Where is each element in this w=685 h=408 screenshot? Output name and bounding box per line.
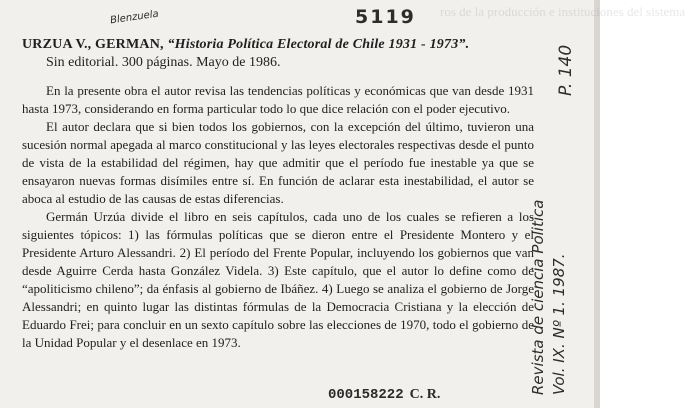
reviewer-initials: C. R.: [409, 387, 441, 402]
source-journal: Revista de ciencia Politica: [529, 199, 547, 395]
review-text: [22, 36, 534, 352]
book-author: URZUA V., GERMAN,: [22, 37, 164, 52]
book-title: “Historia Política Electoral de Chile 1931 - 1973”.: [167, 37, 470, 52]
card-footer: [328, 387, 440, 403]
catalog-number: 5119: [355, 6, 416, 28]
catalog-code: 000158222: [328, 387, 404, 403]
review-paragraph: El autor declara que si bien todos los gobiernos, con la excepción del último, tuvieron una sucesión normal apegada al marco constitucional y las leyes electorales respectivas desde el punto de vista de la estabilidad del régimen, hay que admitir que el período fue inestable ya que se ensayaron nuevas formas disímiles entre sí. En función de aclarar esta inestabilidad, el autor se aboca al estudio de las causas de estas diferencias.: [22, 119, 534, 206]
handwritten-author-note: Blenzuela: [109, 8, 160, 27]
publication-info: Sin editorial. 300 páginas. Mayo de 1986.: [46, 55, 281, 70]
handwritten-source-note: [528, 85, 570, 395]
source-volume: Vol. IX. Nº 1. 1987.: [550, 253, 568, 395]
scan-edge: [594, 0, 600, 408]
handwritten-page-note: P. 140: [556, 44, 576, 96]
book-heading: [22, 36, 534, 54]
show-through-text: ros de la producción e instituciones del sistema: [440, 4, 685, 19]
review-paragraph: En la presente obra el autor revisa las tendencias políticas y económicas que van desde 1931 hasta 1973, considerando en forma particular todo lo que dice relación con el poder ejecutivo.: [22, 83, 534, 116]
review-paragraph: Germán Urzúa divide el libro en seis capítulos, cada uno de los cuales se refieren a los siguientes tópicos: 1) las fórmulas políticas que se dieron entre el Presidente Montero y el Presidente Arturo Alessandri. 2) El período del Frente Popular, incluyendo los gobiernos que van desde Aguirre Cerda hasta González Videla. 3) Este capítulo, que el autor lo define como de “apoliticismo chileno”; da énfasis al gobierno de Ibáñez. 4) Luego se analiza el gobierno de Jorge Alessandri; en quinto lugar las distintas fórmulas de la Democracia Cristiana y la elección de Eduardo Frei; para concluir en un sexto capítulo sobre las elecciones de 1970, todo el gobierno de la Unidad Popular y el desenlace en 1973.: [22, 209, 534, 350]
